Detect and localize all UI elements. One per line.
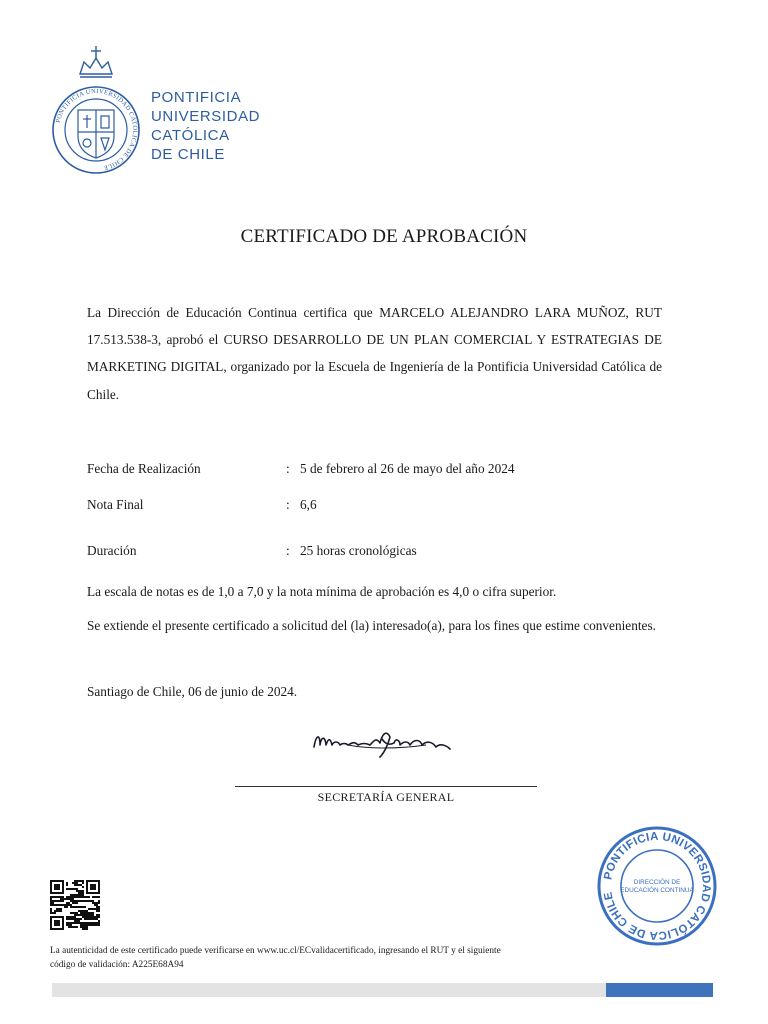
university-name-line: UNIVERSIDAD	[151, 108, 261, 125]
detail-colon: :	[286, 497, 290, 512]
detail-colon: :	[286, 543, 290, 558]
svg-text:PONTIFICIA UNIVERSIDAD CATÓLIC: PONTIFICIA UNIVERSIDAD CATÓLICA DE CHILE	[54, 87, 139, 172]
detail-label: Fecha de Realización	[87, 461, 201, 476]
official-stamp	[597, 826, 717, 946]
university-name-line: PONTIFICIA	[151, 89, 242, 106]
detail-label: Nota Final	[87, 497, 144, 512]
certificate-title: CERTIFICADO DE APROBACIÓN	[240, 226, 528, 247]
university-name-line: CATÓLICA	[151, 127, 230, 144]
detail-value: 6,6	[300, 497, 317, 512]
certificate-body: La Dirección de Educación Continua certifica que MARCELO ALEJANDRO LARA MUÑOZ, RUT 17.513.538-3, aprobó el CURSO DESARROLLO DE UN PLAN COMERCIAL Y ESTRATEGIAS DE MARKETING DIGITAL, organizado por la Escuela de Ingeniería de la Pontificia Universidad Católica de Chile.	[87, 305, 662, 402]
verification-code-line: código de validación: A225E68A94	[50, 960, 184, 970]
university-name	[151, 88, 311, 164]
detail-value: 5 de febrero al 26 de mayo del año 2024	[300, 461, 515, 476]
detail-label: Duración	[87, 543, 137, 558]
footer-bar-blue	[606, 983, 713, 997]
place-date: Santiago de Chile, 06 de junio de 2024.	[87, 684, 298, 699]
verification-line: La autenticidad de este certificado puede verificarse en www.uc.cl/ECvalidacertificado, ingresando el RUT y el siguiente	[50, 946, 501, 956]
svg-text:PONTIFICIA UNIVERSIDAD CATÓLIC: PONTIFICIA UNIVERSIDAD CATÓLICA DE CHILE	[602, 830, 713, 942]
university-seal-logo	[50, 44, 142, 174]
svg-text:DIRECCIÓN DE: DIRECCIÓN DE	[633, 879, 681, 886]
detail-colon: :	[286, 461, 290, 476]
signature-line	[235, 786, 537, 787]
verification-text	[50, 944, 570, 972]
purpose-note: Se extiende el presente certificado a solicitud del (la) interesado(a), para los fines que estime convenientes.	[87, 618, 656, 633]
detail-row-date	[87, 461, 687, 479]
footer-bar-grey	[52, 983, 606, 997]
detail-row-duration	[87, 543, 687, 561]
university-name-line: DE CHILE	[151, 146, 225, 163]
signatory-title: SECRETARÍA GENERAL	[317, 790, 455, 804]
qr-code[interactable]	[50, 880, 100, 930]
detail-value: 25 horas cronológicas	[300, 543, 417, 558]
signature-image	[308, 723, 456, 763]
grading-note: La escala de notas es de 1,0 a 7,0 y la nota mínima de aprobación es 4,0 o cifra superior.	[87, 584, 557, 599]
detail-row-grade	[87, 497, 687, 515]
svg-text:EDUCACIÓN CONTINUA: EDUCACIÓN CONTINUA	[620, 887, 694, 894]
